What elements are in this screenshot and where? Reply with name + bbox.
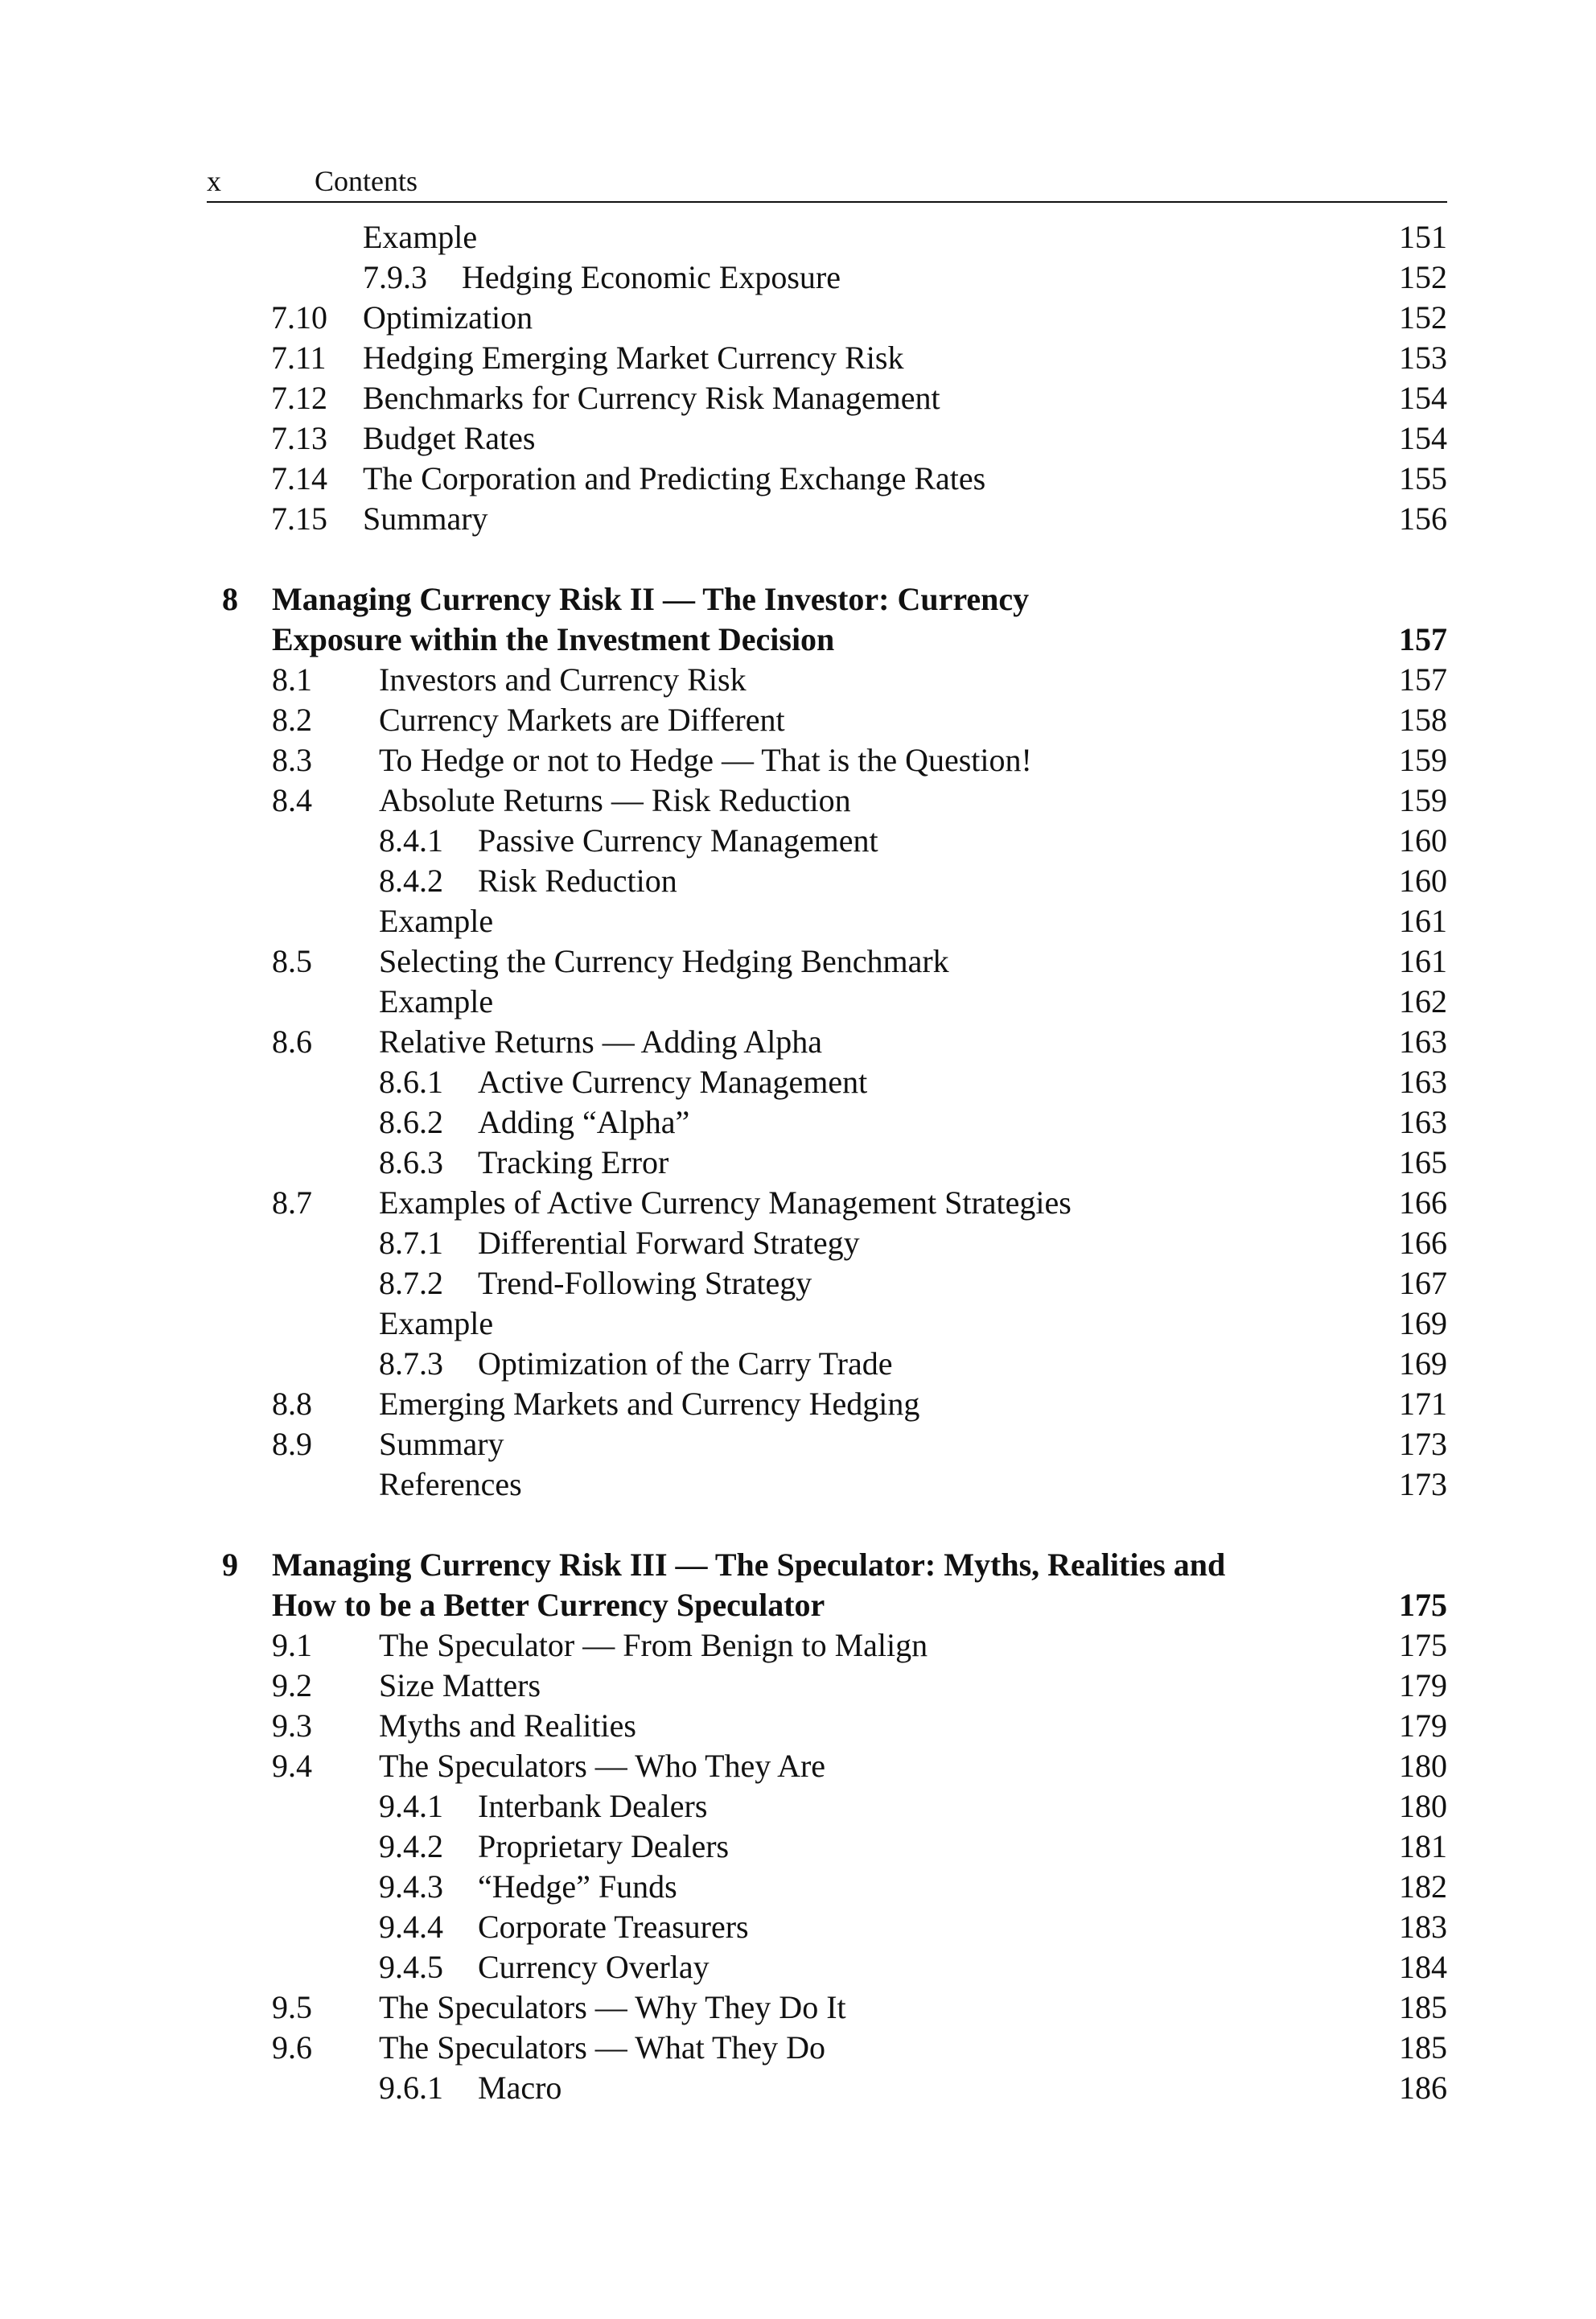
toc-section-row[interactable]	[0, 1666, 1596, 1706]
section-number: 8.1	[272, 661, 312, 698]
section-number: 9.4.2	[379, 1828, 443, 1864]
section-number: 8.6.2	[379, 1104, 443, 1140]
toc-section-row[interactable]	[0, 700, 1596, 740]
chapter-title-line-2: How to be a Better Currency Speculator	[272, 1587, 825, 1623]
section-title: Interbank Dealers	[478, 1788, 708, 1824]
section-title: Corporate Treasurers	[478, 1909, 749, 1945]
spacer	[0, 1505, 1596, 1545]
section-title: Macro	[478, 2070, 562, 2106]
section-number: 9.4.4	[379, 1909, 443, 1945]
toc-section-row[interactable]	[0, 660, 1596, 700]
section-title: The Speculators — Why They Do It	[379, 1989, 846, 2025]
toc-section-row[interactable]	[0, 1424, 1596, 1464]
section-number: 8.7	[272, 1184, 312, 1221]
section-number: 8.6	[272, 1024, 312, 1060]
chapter-title-line-2: Exposure within the Investment Decision	[272, 621, 835, 657]
section-title: Example	[379, 983, 494, 1019]
section-number: 7.11	[271, 340, 327, 376]
section-page: 169	[1399, 1345, 1447, 1382]
toc-subsection-row[interactable]	[0, 1786, 1596, 1827]
section-number: 9.4.1	[379, 1788, 443, 1824]
section-number: 8.7.1	[379, 1225, 443, 1261]
section-title: Optimization of the Carry Trade	[478, 1345, 893, 1382]
toc-section-row[interactable]	[0, 781, 1596, 821]
toc-entry-row[interactable]	[0, 1464, 1596, 1505]
section-page: 159	[1399, 782, 1447, 818]
section-title: Hedging Economic Exposure	[462, 259, 841, 295]
section-page: 163	[1399, 1024, 1447, 1060]
toc-entry-row[interactable]	[0, 982, 1596, 1022]
toc-section-row[interactable]	[0, 418, 1596, 459]
section-title: Active Currency Management	[478, 1064, 868, 1100]
section-page: 158	[1399, 702, 1447, 738]
section-page: 184	[1399, 1949, 1447, 1985]
toc-entry-row[interactable]	[0, 1304, 1596, 1344]
section-title: Currency Markets are Different	[379, 702, 785, 738]
toc-chapter-8-sections	[0, 660, 1596, 1505]
section-page: 175	[1399, 1627, 1447, 1663]
section-page: 156	[1399, 500, 1447, 537]
header-page-number: x	[207, 165, 221, 197]
toc-section-row[interactable]	[0, 1183, 1596, 1223]
toc-subsection-row[interactable]	[0, 257, 1596, 298]
toc-section-row[interactable]	[0, 1384, 1596, 1424]
section-page: 180	[1399, 1788, 1447, 1824]
chapter-number: 8	[222, 581, 238, 617]
section-page: 163	[1399, 1104, 1447, 1140]
section-title: Absolute Returns — Risk Reduction	[379, 782, 851, 818]
section-number: 7.9.3	[363, 259, 427, 295]
section-page: 166	[1399, 1225, 1447, 1261]
section-number: 9.4.5	[379, 1949, 443, 1985]
section-page: 167	[1399, 1265, 1447, 1301]
section-number: 8.5	[272, 943, 312, 979]
section-number: 8.7.3	[379, 1345, 443, 1382]
section-title: Trend-Following Strategy	[478, 1265, 812, 1301]
section-page: 159	[1399, 742, 1447, 778]
toc-section-row[interactable]	[0, 459, 1596, 499]
section-page: 163	[1399, 1064, 1447, 1100]
toc-section-row[interactable]	[0, 1022, 1596, 1062]
section-number: 8.4.2	[379, 863, 443, 899]
section-page: 155	[1399, 460, 1447, 496]
section-page: 151	[1399, 219, 1447, 255]
section-page: 173	[1399, 1466, 1447, 1502]
section-number: 8.8	[272, 1386, 312, 1422]
table-of-contents	[0, 217, 1596, 2108]
section-page: 160	[1399, 863, 1447, 899]
toc-subsection-row[interactable]	[0, 2068, 1596, 2108]
section-title: The Speculators — Who They Are	[379, 1748, 826, 1784]
section-title: Summary	[363, 500, 488, 537]
section-title: Examples of Active Currency Management Strategies	[379, 1184, 1072, 1221]
section-page: 165	[1399, 1144, 1447, 1180]
section-title: Benchmarks for Currency Risk Management	[363, 380, 940, 416]
toc-chapter-7-tail	[0, 217, 1596, 539]
section-title: Adding “Alpha”	[478, 1104, 690, 1140]
section-page: 171	[1399, 1386, 1447, 1422]
toc-entry-row[interactable]	[0, 217, 1596, 257]
section-title: Budget Rates	[363, 420, 536, 456]
section-page: 186	[1399, 2070, 1447, 2106]
section-title: Relative Returns — Adding Alpha	[379, 1024, 823, 1060]
section-title: Tracking Error	[478, 1144, 669, 1180]
chapter-page: 175	[1399, 1587, 1447, 1623]
section-number: 9.6.1	[379, 2070, 443, 2106]
section-title: Investors and Currency Risk	[379, 661, 747, 698]
chapter-title-line-1: Managing Currency Risk III — The Speculator: Myths, Realities and	[272, 1547, 1226, 1583]
toc-section-row[interactable]	[0, 941, 1596, 982]
toc-section-row[interactable]	[0, 298, 1596, 338]
toc-section-row[interactable]	[0, 1625, 1596, 1666]
section-title: Hedging Emerging Market Currency Risk	[363, 340, 904, 376]
section-title: Size Matters	[379, 1667, 541, 1703]
chapter-page: 157	[1399, 621, 1447, 657]
section-page: 160	[1399, 822, 1447, 859]
section-page: 169	[1399, 1305, 1447, 1341]
toc-section-row[interactable]	[0, 2028, 1596, 2068]
section-number: 8.2	[272, 702, 312, 738]
header-title: Contents	[315, 165, 418, 197]
section-number: 7.12	[271, 380, 327, 416]
toc-subsection-row[interactable]	[0, 1143, 1596, 1183]
toc-chapter-8-heading[interactable]	[0, 579, 1596, 620]
toc-subsection-row[interactable]	[0, 861, 1596, 901]
toc-section-row[interactable]	[0, 1706, 1596, 1746]
section-title: Myths and Realities	[379, 1707, 636, 1744]
toc-subsection-row[interactable]	[0, 821, 1596, 861]
section-number: 9.4.3	[379, 1868, 443, 1905]
section-number: 8.4	[272, 782, 312, 818]
section-number: 9.1	[272, 1627, 312, 1663]
section-page: 152	[1399, 259, 1447, 295]
toc-subsection-row[interactable]	[0, 1102, 1596, 1143]
section-page: 153	[1399, 340, 1447, 376]
section-number: 7.10	[271, 299, 327, 336]
toc-subsection-row[interactable]	[0, 1947, 1596, 1987]
toc-subsection-row[interactable]	[0, 1223, 1596, 1263]
toc-subsection-row[interactable]	[0, 1867, 1596, 1907]
section-page: 183	[1399, 1909, 1447, 1945]
toc-section-row[interactable]	[0, 1987, 1596, 2028]
section-number: 9.5	[272, 1989, 312, 2025]
section-page: 154	[1399, 420, 1447, 456]
toc-subsection-row[interactable]	[0, 1062, 1596, 1102]
section-title: Example	[363, 219, 478, 255]
section-title: Passive Currency Management	[478, 822, 878, 859]
section-page: 180	[1399, 1748, 1447, 1784]
toc-chapter-9-heading[interactable]	[0, 1545, 1596, 1585]
section-title: The Speculators — What They Do	[379, 2029, 826, 2066]
section-page: 152	[1399, 299, 1447, 336]
toc-chapter-9-sections	[0, 1625, 1596, 2108]
toc-subsection-row[interactable]	[0, 1263, 1596, 1304]
toc-section-row[interactable]	[0, 378, 1596, 418]
section-page: 157	[1399, 661, 1447, 698]
section-title: References	[379, 1466, 522, 1502]
section-title: Emerging Markets and Currency Hedging	[379, 1386, 920, 1422]
chapter-title-line-1: Managing Currency Risk II — The Investor: Currency	[272, 581, 1030, 617]
section-page: 181	[1399, 1828, 1447, 1864]
toc-subsection-row[interactable]	[0, 1907, 1596, 1947]
section-number: 8.4.1	[379, 822, 443, 859]
section-page: 182	[1399, 1868, 1447, 1905]
section-title: Currency Overlay	[478, 1949, 710, 1985]
section-page: 179	[1399, 1707, 1447, 1744]
section-page: 166	[1399, 1184, 1447, 1221]
section-page: 173	[1399, 1426, 1447, 1462]
section-title: Selecting the Currency Hedging Benchmark	[379, 943, 949, 979]
section-page: 162	[1399, 983, 1447, 1019]
section-title: The Corporation and Predicting Exchange Rates	[363, 460, 986, 496]
section-title: “Hedge” Funds	[478, 1868, 677, 1905]
toc-section-row[interactable]	[0, 338, 1596, 378]
chapter-number: 9	[222, 1547, 238, 1583]
toc-section-row[interactable]	[0, 499, 1596, 539]
section-page: 154	[1399, 380, 1447, 416]
section-title: Example	[379, 1305, 494, 1341]
section-title: Proprietary Dealers	[478, 1828, 730, 1864]
section-number: 8.9	[272, 1426, 312, 1462]
section-number: 8.7.2	[379, 1265, 443, 1301]
section-number: 7.13	[271, 420, 327, 456]
running-header	[207, 161, 1447, 203]
section-title: Risk Reduction	[478, 863, 677, 899]
section-number: 9.4	[272, 1748, 312, 1784]
section-page: 161	[1399, 903, 1447, 939]
toc-subsection-row[interactable]	[0, 1827, 1596, 1867]
section-number: 8.3	[272, 742, 312, 778]
section-title: To Hedge or not to Hedge — That is the Question!	[379, 742, 1032, 778]
section-number: 9.6	[272, 2029, 312, 2066]
toc-chapter-8-heading-cont[interactable]	[0, 620, 1596, 660]
section-title: Summary	[379, 1426, 504, 1462]
section-number: 9.3	[272, 1707, 312, 1744]
section-page: 161	[1399, 943, 1447, 979]
section-number: 7.14	[271, 460, 327, 496]
toc-section-row[interactable]	[0, 740, 1596, 781]
toc-section-row[interactable]	[0, 1746, 1596, 1786]
section-number: 7.15	[271, 500, 327, 537]
toc-chapter-9-heading-cont[interactable]	[0, 1585, 1596, 1625]
section-number: 9.2	[272, 1667, 312, 1703]
section-title: Differential Forward Strategy	[478, 1225, 860, 1261]
section-number: 8.6.3	[379, 1144, 443, 1180]
toc-subsection-row[interactable]	[0, 1344, 1596, 1384]
section-page: 179	[1399, 1667, 1447, 1703]
section-page: 185	[1399, 2029, 1447, 2066]
section-title: Optimization	[363, 299, 533, 336]
spacer	[0, 539, 1596, 579]
section-title: The Speculator — From Benign to Malign	[379, 1627, 928, 1663]
section-page: 185	[1399, 1989, 1447, 2025]
section-title: Example	[379, 903, 494, 939]
section-number: 8.6.1	[379, 1064, 443, 1100]
toc-entry-row[interactable]	[0, 901, 1596, 941]
